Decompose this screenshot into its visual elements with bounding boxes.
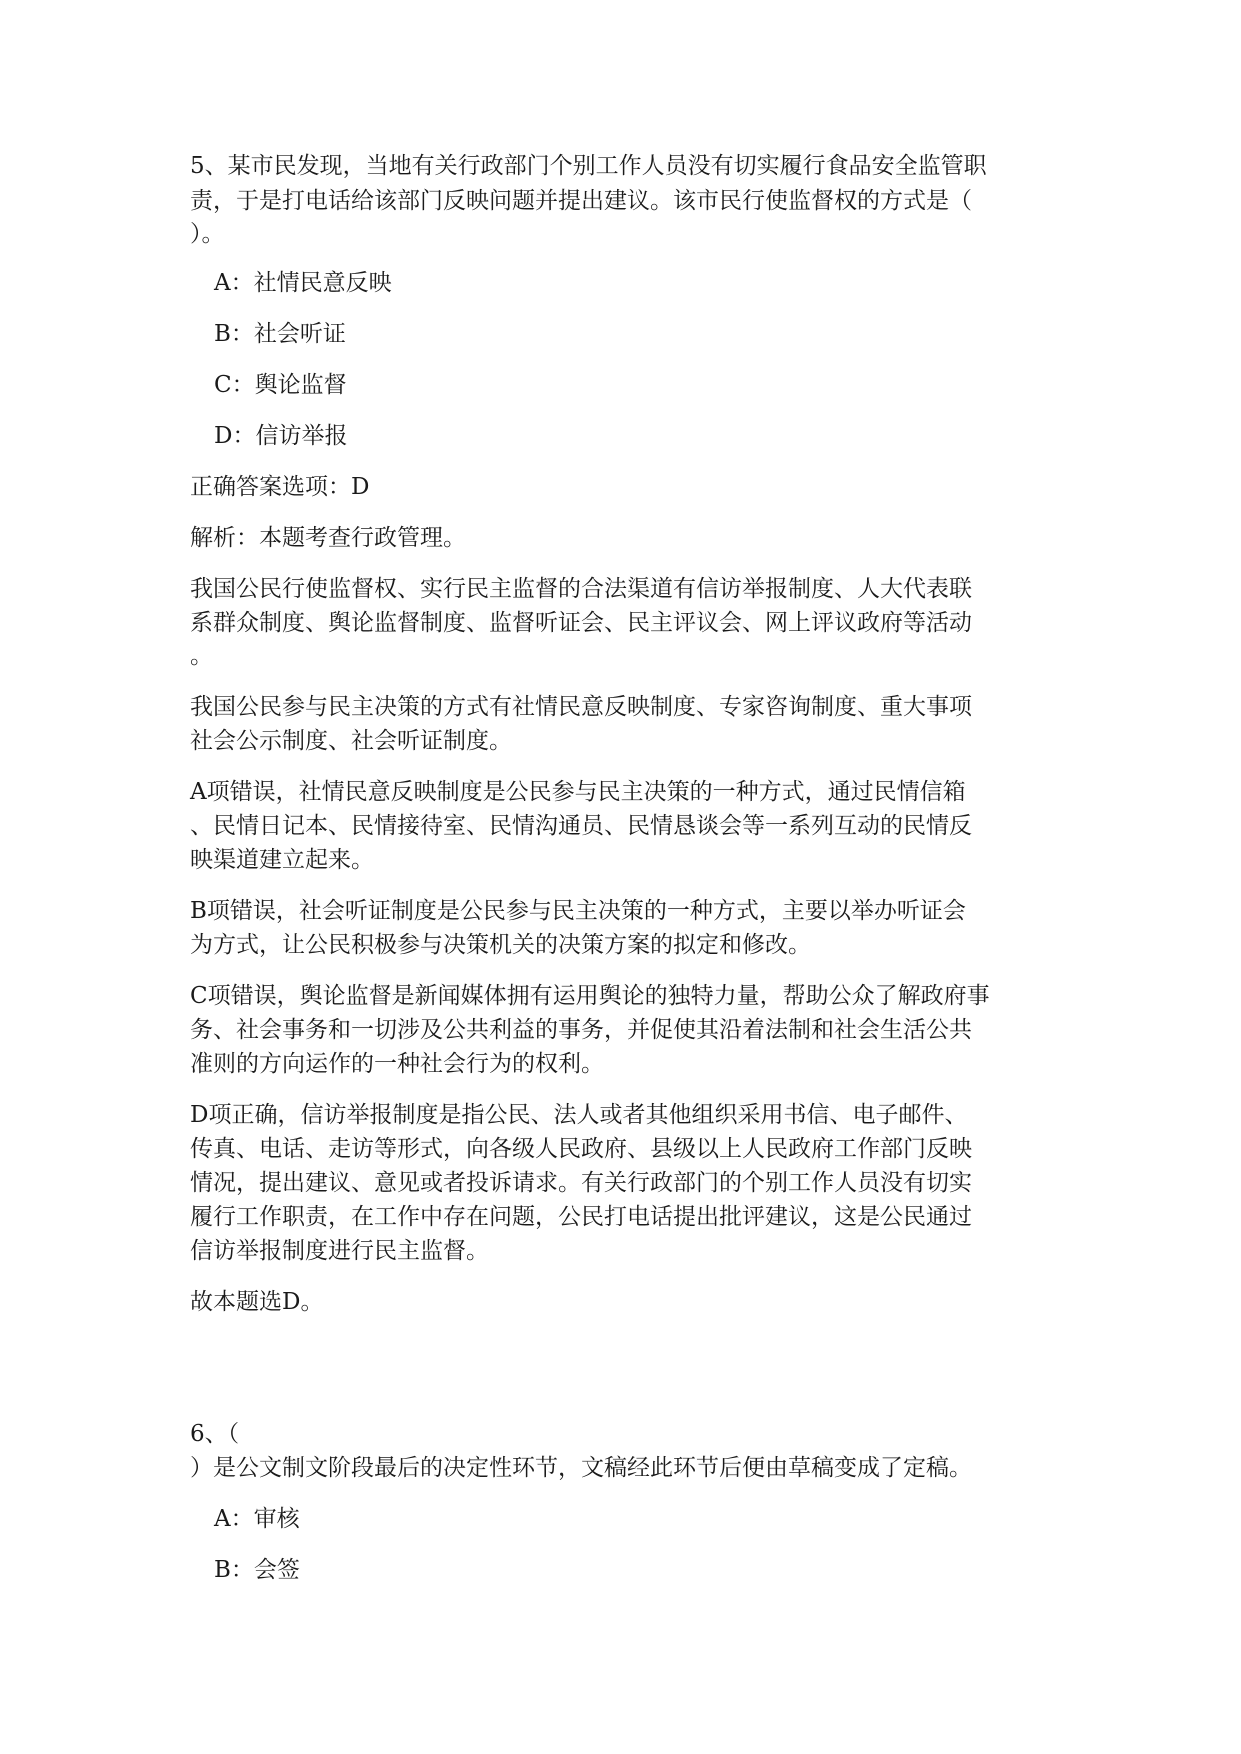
q5-option-b: B：社会听证	[214, 321, 346, 347]
q6-stem-line-2: ）是公文制文阶段最后的决定性环节，文稿经此环节后便由草稿变成了定稿。	[190, 1455, 972, 1481]
q5-paragraph-5-line-1: C项错误，舆论监督是新闻媒体拥有运用舆论的独特力量，帮助公众了解政府事	[190, 983, 990, 1009]
q5-paragraph-6-line-5: 信访举报制度进行民主监督。	[190, 1238, 489, 1264]
q5-paragraph-3-line-1: A项错误，社情民意反映制度是公民参与民主决策的一种方式，通过民情信箱	[190, 779, 966, 805]
q5-paragraph-4-line-1: B项错误，社会听证制度是公民参与民主决策的一种方式，主要以举办听证会	[190, 898, 966, 924]
q5-option-a: A：社情民意反映	[214, 270, 392, 296]
q5-paragraph-2-line-1: 我国公民参与民主决策的方式有社情民意反映制度、专家咨询制度、重大事项	[190, 694, 972, 720]
q5-paragraph-3-line-3: 映渠道建立起来。	[190, 847, 374, 873]
q5-stem-line-1: 5、某市民发现，当地有关行政部门个别工作人员没有切实履行食品安全监管职	[190, 153, 987, 179]
q5-paragraph-6-line-4: 履行工作职责，在工作中存在问题，公民打电话提出批评建议，这是公民通过	[190, 1204, 972, 1230]
q5-paragraph-6-line-1: D项正确，信访举报制度是指公民、法人或者其他组织采用书信、电子邮件、	[190, 1102, 968, 1128]
q5-paragraph-3-line-2: 、民情日记本、民情接待室、民情沟通员、民情恳谈会等一系列互动的民情反	[190, 813, 972, 839]
q5-stem-line-3: ）。	[190, 221, 225, 247]
q5-paragraph-6-line-3: 情况，提出建议、意见或者投诉请求。有关行政部门的个别工作人员没有切实	[190, 1170, 972, 1196]
q5-conclusion: 故本题选D。	[190, 1289, 324, 1315]
q5-option-c: C：舆论监督	[214, 372, 347, 398]
q5-paragraph-5-line-3: 准则的方向运作的一种社会行为的权利。	[190, 1051, 604, 1077]
q5-paragraph-1-line-1: 我国公民行使监督权、实行民主监督的合法渠道有信访举报制度、人大代表联	[190, 576, 972, 602]
q5-analysis-title: 解析：本题考查行政管理。	[190, 525, 466, 551]
q6-stem-line-1: 6、（	[190, 1421, 240, 1447]
q6-option-b: B：会签	[214, 1557, 300, 1583]
q5-paragraph-2-line-2: 社会公示制度、社会听证制度。	[190, 728, 512, 754]
q5-stem-line-2: 责，于是打电话给该部门反映问题并提出建议。该市民行使监督权的方式是（	[190, 188, 972, 214]
q5-paragraph-4-line-2: 为方式，让公民积极参与决策机关的决策方案的拟定和修改。	[190, 932, 811, 958]
q5-option-d: D：信访举报	[214, 423, 348, 449]
q5-paragraph-6-line-2: 传真、电话、走访等形式，向各级人民政府、县级以上人民政府工作部门反映	[190, 1136, 972, 1162]
q5-paragraph-5-line-2: 务、社会事务和一切涉及公共利益的事务，并促使其沿着法制和社会生活公共	[190, 1017, 972, 1043]
q6-option-a: A：审核	[214, 1506, 300, 1532]
q5-paragraph-1-line-3: 。	[190, 643, 213, 669]
q5-paragraph-1-line-2: 系群众制度、舆论监督制度、监督听证会、民主评议会、网上评议政府等活动	[190, 610, 972, 636]
q5-answer: 正确答案选项：D	[190, 474, 370, 500]
